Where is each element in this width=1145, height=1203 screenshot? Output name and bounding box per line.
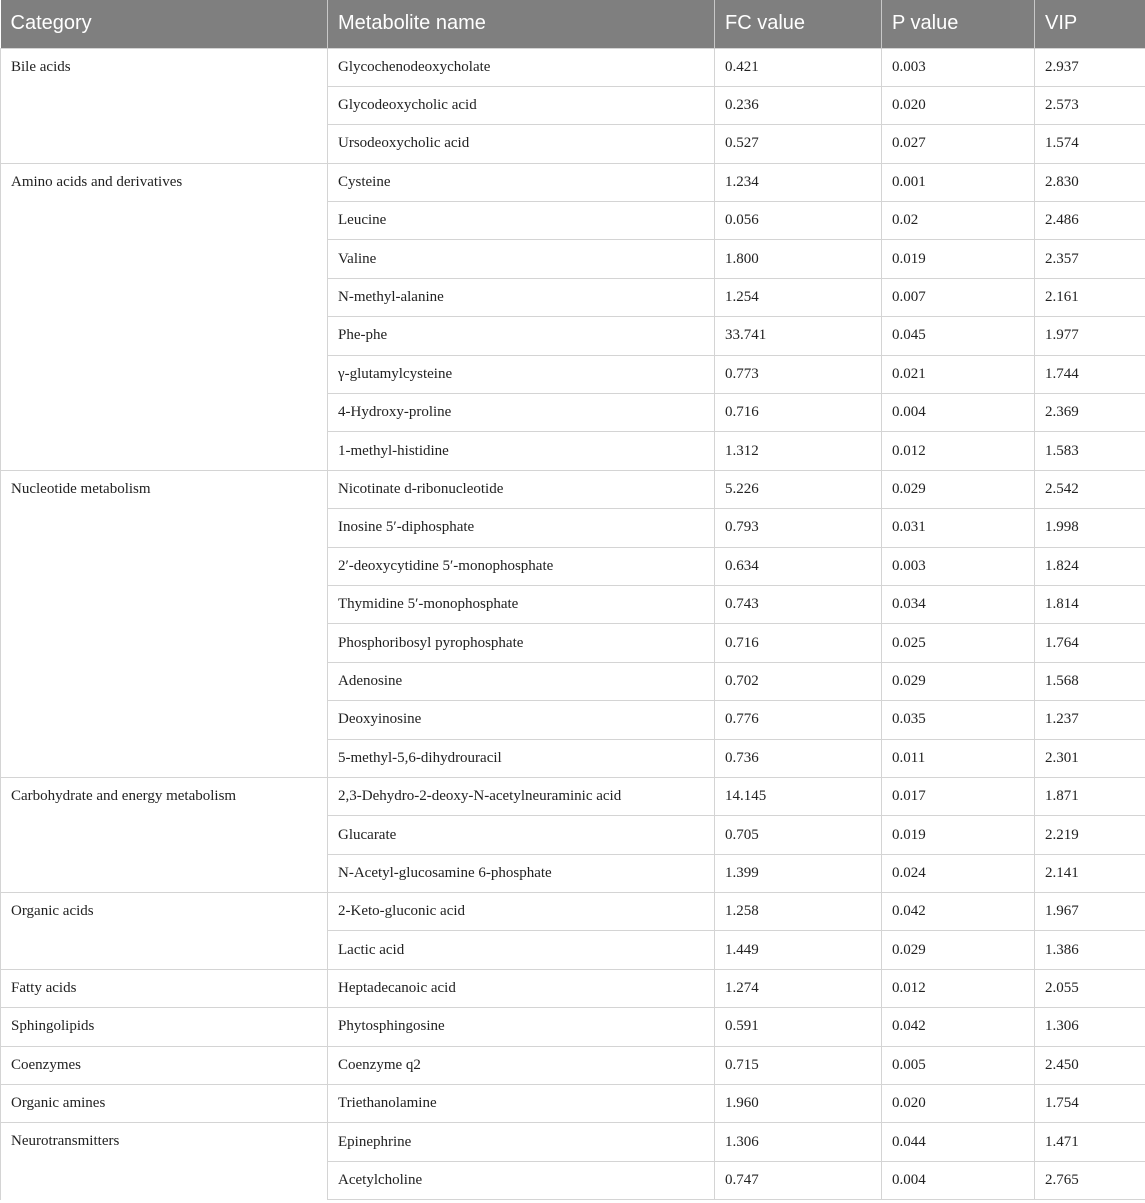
p-value-cell: 0.042 <box>882 1008 1035 1046</box>
vip-cell: 1.754 <box>1035 1085 1145 1123</box>
vip-cell: 1.764 <box>1035 624 1145 662</box>
fc-value-cell: 0.527 <box>715 125 882 163</box>
fc-value-cell: 0.736 <box>715 739 882 777</box>
p-value-cell: 0.019 <box>882 240 1035 278</box>
metabolite-name-cell: 1-methyl-histidine <box>328 432 715 470</box>
p-value-cell: 0.029 <box>882 662 1035 700</box>
vip-cell: 1.574 <box>1035 125 1145 163</box>
category-cell: Organic amines <box>1 1085 328 1123</box>
metabolite-name-cell: 2′-deoxycytidine 5′-monophosphate <box>328 547 715 585</box>
table-row <box>1 470 1145 508</box>
vip-cell: 2.937 <box>1035 48 1145 86</box>
vip-cell: 2.542 <box>1035 470 1145 508</box>
vip-cell: 2.573 <box>1035 86 1145 124</box>
fc-value-cell: 1.399 <box>715 854 882 892</box>
table-header <box>1 0 1145 48</box>
category-cell: Carbohydrate and energy metabolism <box>1 777 328 892</box>
fc-value-cell: 1.274 <box>715 969 882 1007</box>
metabolite-name-cell: N-Acetyl-glucosamine 6-phosphate <box>328 854 715 892</box>
fc-value-cell: 1.254 <box>715 278 882 316</box>
p-value-cell: 0.007 <box>882 278 1035 316</box>
fc-value-cell: 0.776 <box>715 701 882 739</box>
table-row <box>1 1046 1145 1084</box>
fc-value-cell: 0.716 <box>715 624 882 662</box>
table-row <box>1 1123 1145 1161</box>
vip-cell: 1.998 <box>1035 509 1145 547</box>
metabolite-name-cell: Thymidine 5′-monophosphate <box>328 585 715 623</box>
metabolite-name-cell: 2,3-Dehydro-2-deoxy-N-acetylneuraminic acid <box>328 777 715 815</box>
p-value-cell: 0.035 <box>882 701 1035 739</box>
fc-value-cell: 0.591 <box>715 1008 882 1046</box>
fc-value-cell: 0.793 <box>715 509 882 547</box>
vip-cell: 2.219 <box>1035 816 1145 854</box>
column-header-vip: VIP <box>1035 0 1145 48</box>
p-value-cell: 0.003 <box>882 48 1035 86</box>
column-header-p-value: P value <box>882 0 1035 48</box>
vip-cell: 2.369 <box>1035 394 1145 432</box>
vip-cell: 1.814 <box>1035 585 1145 623</box>
p-value-cell: 0.02 <box>882 202 1035 240</box>
category-cell: Sphingolipids <box>1 1008 328 1046</box>
metabolite-name-cell: Epinephrine <box>328 1123 715 1161</box>
vip-cell: 1.871 <box>1035 777 1145 815</box>
p-value-cell: 0.004 <box>882 394 1035 432</box>
metabolite-name-cell: 2-Keto-gluconic acid <box>328 893 715 931</box>
metabolite-name-cell: γ-glutamylcysteine <box>328 355 715 393</box>
table-row <box>1 893 1145 931</box>
p-value-cell: 0.021 <box>882 355 1035 393</box>
p-value-cell: 0.027 <box>882 125 1035 163</box>
vip-cell: 2.765 <box>1035 1161 1145 1199</box>
fc-value-cell: 1.312 <box>715 432 882 470</box>
column-header-metabolite-name: Metabolite name <box>328 0 715 48</box>
vip-cell: 1.237 <box>1035 701 1145 739</box>
vip-cell: 2.301 <box>1035 739 1145 777</box>
metabolite-name-cell: 4-Hydroxy-proline <box>328 394 715 432</box>
metabolite-name-cell: Leucine <box>328 202 715 240</box>
table-body <box>1 48 1145 1200</box>
metabolite-name-cell: Phosphoribosyl pyrophosphate <box>328 624 715 662</box>
metabolite-name-cell: Coenzyme q2 <box>328 1046 715 1084</box>
p-value-cell: 0.029 <box>882 470 1035 508</box>
fc-value-cell: 1.234 <box>715 163 882 201</box>
category-cell: Coenzymes <box>1 1046 328 1084</box>
fc-value-cell: 33.741 <box>715 317 882 355</box>
p-value-cell: 0.004 <box>882 1161 1035 1199</box>
vip-cell: 1.583 <box>1035 432 1145 470</box>
fc-value-cell: 0.716 <box>715 394 882 432</box>
fc-value-cell: 1.306 <box>715 1123 882 1161</box>
p-value-cell: 0.020 <box>882 1085 1035 1123</box>
metabolite-name-cell: Inosine 5′-diphosphate <box>328 509 715 547</box>
p-value-cell: 0.034 <box>882 585 1035 623</box>
p-value-cell: 0.042 <box>882 893 1035 931</box>
fc-value-cell: 0.634 <box>715 547 882 585</box>
vip-cell: 1.744 <box>1035 355 1145 393</box>
metabolite-name-cell: Glycochenodeoxycholate <box>328 48 715 86</box>
table-row <box>1 1085 1145 1123</box>
p-value-cell: 0.024 <box>882 854 1035 892</box>
fc-value-cell: 0.702 <box>715 662 882 700</box>
metabolite-name-cell: Valine <box>328 240 715 278</box>
p-value-cell: 0.017 <box>882 777 1035 815</box>
p-value-cell: 0.044 <box>882 1123 1035 1161</box>
p-value-cell: 0.012 <box>882 969 1035 1007</box>
metabolite-name-cell: Glycodeoxycholic acid <box>328 86 715 124</box>
metabolite-name-cell: Acetylcholine <box>328 1161 715 1199</box>
vip-cell: 1.386 <box>1035 931 1145 969</box>
category-cell: Neurotransmitters <box>1 1123 328 1200</box>
fc-value-cell: 0.747 <box>715 1161 882 1199</box>
metabolite-name-cell: Nicotinate d-ribonucleotide <box>328 470 715 508</box>
fc-value-cell: 0.421 <box>715 48 882 86</box>
vip-cell: 2.161 <box>1035 278 1145 316</box>
metabolite-name-cell: N-methyl-alanine <box>328 278 715 316</box>
header-row <box>1 0 1145 48</box>
fc-value-cell: 0.056 <box>715 202 882 240</box>
fc-value-cell: 1.449 <box>715 931 882 969</box>
p-value-cell: 0.029 <box>882 931 1035 969</box>
p-value-cell: 0.045 <box>882 317 1035 355</box>
column-header-fc-value: FC value <box>715 0 882 48</box>
p-value-cell: 0.005 <box>882 1046 1035 1084</box>
p-value-cell: 0.011 <box>882 739 1035 777</box>
category-cell: Bile acids <box>1 48 328 163</box>
vip-cell: 1.471 <box>1035 1123 1145 1161</box>
fc-value-cell: 1.258 <box>715 893 882 931</box>
p-value-cell: 0.031 <box>882 509 1035 547</box>
p-value-cell: 0.019 <box>882 816 1035 854</box>
table-row <box>1 777 1145 815</box>
p-value-cell: 0.025 <box>882 624 1035 662</box>
category-cell: Fatty acids <box>1 969 328 1007</box>
p-value-cell: 0.001 <box>882 163 1035 201</box>
vip-cell: 2.055 <box>1035 969 1145 1007</box>
vip-cell: 1.306 <box>1035 1008 1145 1046</box>
p-value-cell: 0.020 <box>882 86 1035 124</box>
table-row <box>1 1008 1145 1046</box>
metabolite-name-cell: 5-methyl-5,6-dihydrouracil <box>328 739 715 777</box>
metabolite-name-cell: Phytosphingosine <box>328 1008 715 1046</box>
vip-cell: 1.977 <box>1035 317 1145 355</box>
category-cell: Nucleotide metabolism <box>1 470 328 777</box>
p-value-cell: 0.003 <box>882 547 1035 585</box>
fc-value-cell: 1.960 <box>715 1085 882 1123</box>
metabolite-name-cell: Heptadecanoic acid <box>328 969 715 1007</box>
table-row <box>1 163 1145 201</box>
metabolite-name-cell: Ursodeoxycholic acid <box>328 125 715 163</box>
vip-cell: 2.357 <box>1035 240 1145 278</box>
fc-value-cell: 0.743 <box>715 585 882 623</box>
metabolite-name-cell: Phe-phe <box>328 317 715 355</box>
category-cell: Organic acids <box>1 893 328 970</box>
metabolite-name-cell: Lactic acid <box>328 931 715 969</box>
fc-value-cell: 1.800 <box>715 240 882 278</box>
metabolite-name-cell: Deoxyinosine <box>328 701 715 739</box>
fc-value-cell: 0.705 <box>715 816 882 854</box>
vip-cell: 2.830 <box>1035 163 1145 201</box>
vip-cell: 2.486 <box>1035 202 1145 240</box>
table-row <box>1 48 1145 86</box>
vip-cell: 1.568 <box>1035 662 1145 700</box>
fc-value-cell: 14.145 <box>715 777 882 815</box>
metabolite-name-cell: Triethanolamine <box>328 1085 715 1123</box>
vip-cell: 1.967 <box>1035 893 1145 931</box>
p-value-cell: 0.012 <box>882 432 1035 470</box>
vip-cell: 2.450 <box>1035 1046 1145 1084</box>
table-row <box>1 969 1145 1007</box>
metabolite-name-cell: Glucarate <box>328 816 715 854</box>
metabolite-name-cell: Adenosine <box>328 662 715 700</box>
vip-cell: 2.141 <box>1035 854 1145 892</box>
vip-cell: 1.824 <box>1035 547 1145 585</box>
fc-value-cell: 0.236 <box>715 86 882 124</box>
metabolite-name-cell: Cysteine <box>328 163 715 201</box>
fc-value-cell: 0.773 <box>715 355 882 393</box>
fc-value-cell: 0.715 <box>715 1046 882 1084</box>
fc-value-cell: 5.226 <box>715 470 882 508</box>
column-header-category: Category <box>1 0 328 48</box>
category-cell: Amino acids and derivatives <box>1 163 328 470</box>
